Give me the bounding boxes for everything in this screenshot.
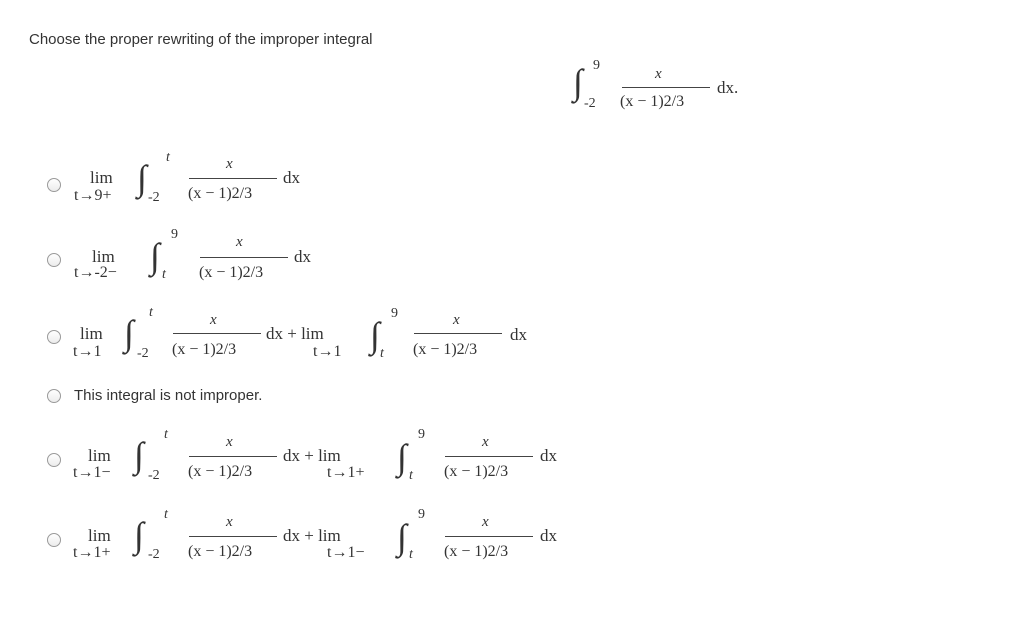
upper-bound: 9 <box>418 507 425 522</box>
fraction-bar <box>445 536 533 537</box>
lower-bound: t <box>380 346 384 361</box>
upper-bound: t <box>149 305 153 320</box>
denominator: (x − 1)2/3 <box>172 341 237 358</box>
numerator: x <box>482 434 489 450</box>
fraction-bar <box>414 333 502 334</box>
upper-bound: t <box>164 507 168 522</box>
lower-bound: -2 <box>148 547 160 562</box>
lim-subscript: t→1 <box>73 343 102 360</box>
integral-sign-icon: ∫ <box>573 62 583 102</box>
integral-sign-icon: ∫ <box>134 515 144 555</box>
lim-subscript: t→1− <box>73 464 111 481</box>
denominator: (x − 1)2/3 <box>199 264 264 281</box>
radio-option-3[interactable] <box>47 330 61 344</box>
differential: dx <box>540 446 557 465</box>
differential: dx <box>540 526 557 545</box>
integral-sign-icon: ∫ <box>397 437 407 477</box>
radio-option-6[interactable] <box>47 533 61 547</box>
lim-subscript: t→1+ <box>73 544 111 561</box>
radio-option-4[interactable] <box>47 389 61 403</box>
denominator: (x − 1)2/3 <box>444 543 509 560</box>
denominator: (x − 1)2/3 <box>188 543 253 560</box>
differential: dx <box>283 168 300 187</box>
lim-subscript: t→-2− <box>74 264 117 281</box>
differential: dx <box>510 325 527 344</box>
question-text: Choose the proper rewriting of the improper integral <box>29 31 373 48</box>
given-denominator: (x − 1)2/3 <box>620 93 685 110</box>
upper-bound: t <box>164 427 168 442</box>
numerator: x <box>226 514 233 530</box>
upper-bound: t <box>166 150 170 165</box>
lower-bound: -2 <box>148 190 160 205</box>
denominator: (x − 1)2/3 <box>413 341 478 358</box>
differential-plus-lim: dx + lim <box>283 446 341 465</box>
lim-subscript: t→1 <box>313 343 342 360</box>
radio-option-5[interactable] <box>47 453 61 467</box>
differential-plus-lim: dx + lim <box>266 324 324 343</box>
lim-subscript: t→1+ <box>327 464 365 481</box>
integral-sign-icon: ∫ <box>370 315 380 355</box>
numerator: x <box>453 312 460 328</box>
numerator: x <box>226 434 233 450</box>
differential-plus-lim: dx + lim <box>283 526 341 545</box>
lower-bound: -2 <box>137 346 149 361</box>
lower-bound: -2 <box>148 468 160 483</box>
numerator: x <box>482 514 489 530</box>
integral-sign-icon: ∫ <box>124 313 134 353</box>
integral-sign-icon: ∫ <box>137 158 147 198</box>
fraction-bar <box>189 456 277 457</box>
lim-subscript: t→9+ <box>74 187 112 204</box>
given-lower-bound: -2 <box>584 96 596 111</box>
option-text[interactable]: This integral is not improper. <box>74 387 263 404</box>
fraction-bar <box>189 178 277 179</box>
fraction-bar <box>200 257 288 258</box>
integral-sign-icon: ∫ <box>134 435 144 475</box>
lower-bound: t <box>409 547 413 562</box>
radio-option-2[interactable] <box>47 253 61 267</box>
radio-option-1[interactable] <box>47 178 61 192</box>
fraction-bar <box>173 333 261 334</box>
numerator: x <box>226 156 233 172</box>
fraction-bar <box>445 456 533 457</box>
lim-label: lim <box>90 168 113 187</box>
lim-label: lim <box>88 526 111 545</box>
denominator: (x − 1)2/3 <box>188 463 253 480</box>
denominator: (x − 1)2/3 <box>188 185 253 202</box>
integral-sign-icon: ∫ <box>397 517 407 557</box>
lower-bound: t <box>162 267 166 282</box>
fraction-bar <box>622 87 710 88</box>
given-differential: dx. <box>717 78 739 97</box>
denominator: (x − 1)2/3 <box>444 463 509 480</box>
upper-bound: 9 <box>418 427 425 442</box>
given-upper-bound: 9 <box>593 58 600 73</box>
lim-subscript: t→1− <box>327 544 365 561</box>
fraction-bar <box>189 536 277 537</box>
upper-bound: 9 <box>391 306 398 321</box>
lim-label: lim <box>80 324 103 343</box>
numerator: x <box>236 234 243 250</box>
given-numerator: x <box>655 66 662 82</box>
lower-bound: t <box>409 468 413 483</box>
differential: dx <box>294 247 311 266</box>
lim-label: lim <box>92 247 115 266</box>
upper-bound: 9 <box>171 227 178 242</box>
numerator: x <box>210 312 217 328</box>
integral-sign-icon: ∫ <box>150 236 160 276</box>
lim-label: lim <box>88 446 111 465</box>
